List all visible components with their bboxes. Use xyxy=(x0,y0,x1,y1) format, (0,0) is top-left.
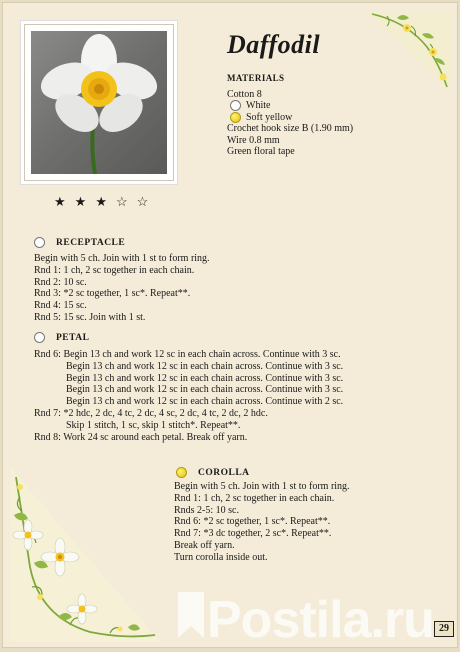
pattern-page xyxy=(2,2,458,648)
instruction-line: Rnd 1: 1 ch, 2 sc together in each chain. xyxy=(34,264,195,276)
instruction-line: Begin 13 ch and work 12 sc in each chain across. Continue with 3 sc. xyxy=(66,384,344,396)
instruction-line: Begin 13 ch and work 12 sc in each chain across. Continue with 2 sc. xyxy=(66,396,344,408)
daffodil-flower-icon xyxy=(31,31,167,174)
instruction-line: Rnd 6: *2 sc together, 1 sc*. Repeat**. xyxy=(174,516,331,528)
instruction-line: Begin with 5 ch. Join with 1 st to form ring. xyxy=(34,253,210,264)
tape-line: Green floral tape xyxy=(227,146,295,157)
instruction-line: Rnd 1: 1 ch, 2 sc together in each chain. xyxy=(174,492,335,504)
white-swatch-icon xyxy=(34,332,45,343)
instruction-line: Rnd 3: *2 sc together, 1 sc*. Repeat**. xyxy=(34,288,191,300)
instruction-line: Rnd 7: *3 dc together, 2 sc*. Repeat**. xyxy=(174,528,332,540)
star-filled-icon: ★ xyxy=(74,194,96,209)
color-yellow-row xyxy=(227,112,353,124)
corolla-heading-text: COROLLA xyxy=(198,467,250,478)
watermark-logo-icon xyxy=(174,592,208,638)
instruction-line: Begin with 5 ch. Join with 1 st to form ring. xyxy=(174,481,350,492)
star-empty-icon: ☆ xyxy=(136,194,158,209)
receptacle-heading xyxy=(34,237,125,248)
instruction-line: Rnd 4: 15 sc. xyxy=(34,300,87,312)
star-filled-icon: ★ xyxy=(95,194,116,209)
corolla-instructions xyxy=(174,481,350,564)
white-swatch-icon xyxy=(34,237,45,248)
corner-floral-bottom-left xyxy=(10,467,160,642)
daffodil-photo-frame xyxy=(24,24,174,181)
instruction-line: Begin 13 ch and work 12 sc in each chain across. Continue with 3 sc. xyxy=(66,360,344,372)
yellow-swatch-icon xyxy=(230,112,241,123)
thread-line: Cotton 8 xyxy=(227,88,262,100)
petal-heading-text: PETAL xyxy=(56,332,90,343)
corolla-heading xyxy=(176,467,250,478)
petal-instructions xyxy=(34,349,343,443)
page-number: 29 xyxy=(434,621,454,637)
materials-block xyxy=(227,73,353,158)
petal-heading xyxy=(34,332,89,343)
watermark-text: Postila.ru xyxy=(207,591,434,648)
instruction-line: Begin 13 ch and work 12 sc in each chain across. Continue with 3 sc. xyxy=(66,372,344,384)
instruction-line: Break off yarn. xyxy=(174,539,235,551)
yellow-swatch-icon xyxy=(176,467,187,478)
receptacle-instructions xyxy=(34,253,210,324)
corner-floral-top-right xyxy=(367,12,452,92)
receptacle-heading-text: RECEPTACLE xyxy=(56,237,126,248)
instruction-line: Rnd 8: Work 24 sc around each petal. Break off yarn. xyxy=(34,431,248,443)
instruction-line: Turn corolla inside out. xyxy=(174,551,268,563)
star-empty-icon: ☆ xyxy=(115,194,137,209)
page-title: Daffodil xyxy=(227,30,321,59)
materials-label: MATERIALS xyxy=(227,73,285,83)
color-yellow-label: Soft yellow xyxy=(246,111,293,123)
hook-line: Crochet hook size B (1.90 mm) xyxy=(227,123,354,134)
daffodil-photo xyxy=(31,31,167,174)
wire-line: Wire 0.8 mm xyxy=(227,134,280,146)
instruction-line: Rnds 2-5: 10 sc. xyxy=(174,504,239,516)
white-swatch-icon xyxy=(230,100,241,111)
instruction-line: Rnd 5: 15 sc. Join with 1 st. xyxy=(34,311,146,323)
star-filled-icon: ★ xyxy=(54,194,75,209)
instruction-line: Skip 1 stitch, 1 sc, skip 1 stitch*. Repeat**. xyxy=(66,419,241,431)
instruction-line: Rnd 6: Begin 13 ch and work 12 sc in each chain across. Continue with 3 sc. xyxy=(34,349,341,360)
color-white-label: White xyxy=(246,100,271,111)
color-white-row xyxy=(227,100,353,112)
instruction-line: Rnd 7: *2 hdc, 2 dc, 4 tc, 2 dc, 4 sc, 2 dc, 4 tc, 2 dc, 2 hdc. xyxy=(34,407,268,419)
difficulty-rating xyxy=(54,194,157,210)
instruction-line: Rnd 2: 10 sc. xyxy=(34,276,87,288)
